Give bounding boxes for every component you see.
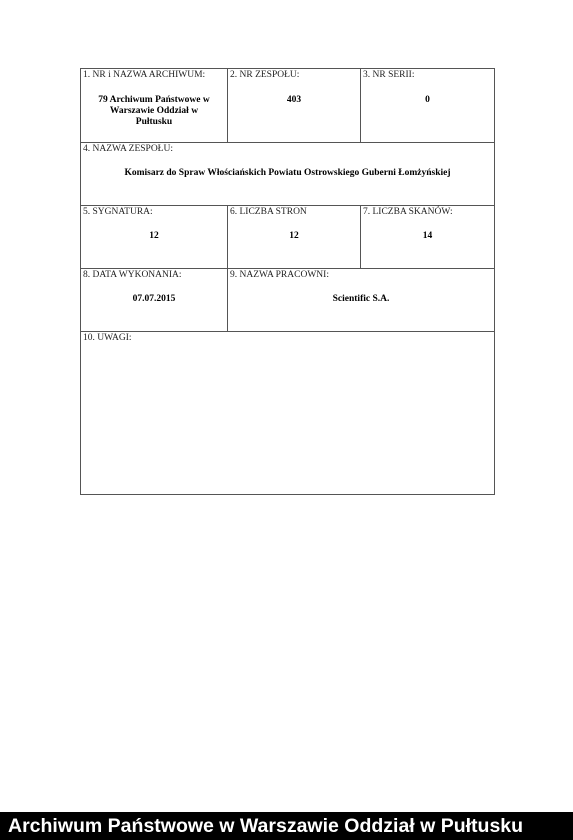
field-date-value: 07.07.2015 (132, 294, 176, 304)
field-collection-number-value: 403 (286, 95, 302, 105)
field-collection-number-label: 2. NR ZESPOŁU: (230, 70, 300, 80)
field-collection-name (81, 143, 494, 205)
field-date (81, 269, 228, 331)
field-page-count (228, 206, 361, 268)
field-date-label: 8. DATA WYKONANIA: (83, 270, 182, 280)
field-series-number-label: 3. NR SERII: (363, 70, 415, 80)
field-series-number-value: 0 (425, 95, 430, 105)
field-signature-value: 12 (149, 231, 159, 241)
field-archive-value: 79 Archiwum Państwowe w Warszawie Oddział w Pułtusku (98, 95, 210, 127)
field-collection-name-label: 4. NAZWA ZESPOŁU: (83, 144, 173, 154)
form-row-2 (81, 143, 494, 206)
form-row-5 (81, 332, 494, 494)
archive-footer-banner: Archiwum Państwowe w Warszawie Oddział w Pułtusku (0, 812, 573, 840)
field-archive-label: 1. NR i NAZWA ARCHIWUM: (83, 70, 206, 80)
form-row-4 (81, 269, 494, 332)
field-collection-name-value: Komisarz do Spraw Włościańskich Powiatu Ostrowskiego Guberni Łomżyńskiej (124, 168, 451, 178)
form-row-3 (81, 206, 494, 269)
form-row-1 (81, 69, 494, 143)
field-collection-number (228, 69, 361, 142)
field-scan-count (361, 206, 494, 268)
field-remarks-label: 10. UWAGI: (83, 333, 132, 343)
metadata-form (80, 68, 495, 495)
field-page-count-value: 12 (289, 231, 299, 241)
field-studio-name-label: 9. NAZWA PRACOWNI: (230, 270, 329, 280)
field-archive (81, 69, 228, 142)
field-remarks (81, 332, 494, 494)
field-scan-count-value: 14 (422, 231, 433, 241)
field-signature-label: 5. SYGNATURA: (83, 207, 153, 217)
field-scan-count-label: 7. LICZBA SKANÓW: (363, 207, 453, 217)
field-signature (81, 206, 228, 268)
field-studio-name-value: Scientific S.A. (332, 294, 390, 304)
field-page-count-label: 6. LICZBA STRON (230, 207, 307, 217)
field-studio-name (228, 269, 494, 331)
field-series-number (361, 69, 494, 142)
